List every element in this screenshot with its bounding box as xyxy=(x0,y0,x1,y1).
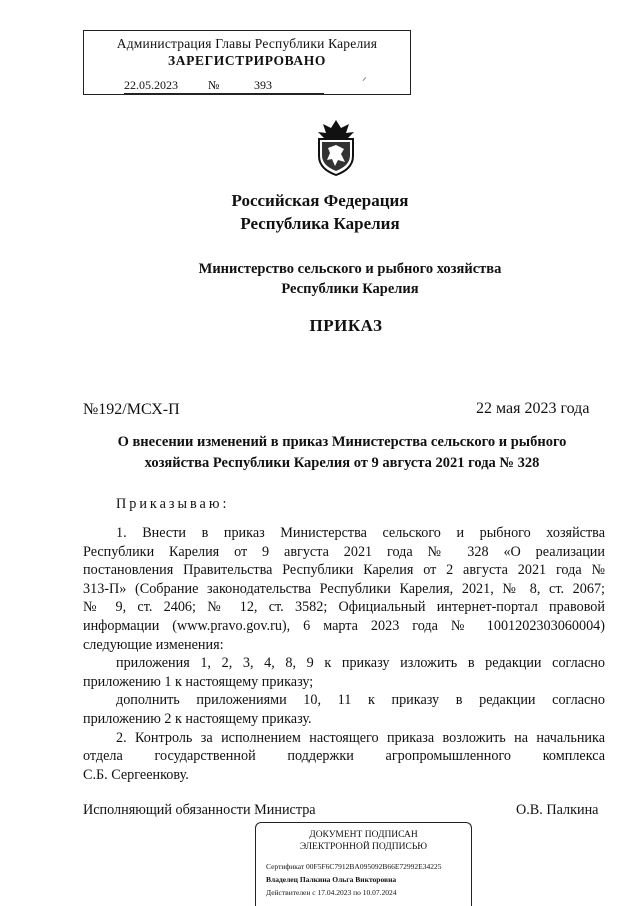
doc-type: ПРИКАЗ xyxy=(309,316,383,335)
p2-line-2: отдела государственной поддержки агропромышленного комплекса xyxy=(83,748,605,765)
p1-line: информации (www.pravo.gov.ru), 6 марта 2023 года № 1001202303060004) xyxy=(83,617,605,634)
e-signature-title-1: ДОКУМЕНТ ПОДПИСАН xyxy=(309,830,418,840)
ministry-line-1: Министерство сельского и рыбного хозяйства xyxy=(198,261,502,277)
stamp-line-1: Администрация Главы Республики Карелия xyxy=(116,36,378,51)
sub2-line-2: приложению 2 к настоящему приказу. xyxy=(83,710,312,727)
signatory-position: Исполняющий обязанности Министра xyxy=(83,802,316,818)
stamp-date-number xyxy=(124,78,324,94)
doc-number: №192/МСХ-П xyxy=(83,401,180,418)
stamp-no-label: № xyxy=(208,78,224,94)
order-word: Приказываю: xyxy=(116,496,230,512)
title-line-1: О внесении изменений в приказ Министерства сельского и рыбного xyxy=(117,434,567,450)
header-republic: Республика Карелия xyxy=(240,214,400,233)
p1-line: постановления Правительства Республики Карелия от 2 августа 2021 года № xyxy=(83,562,605,579)
ministry-line-2: Республики Карелия xyxy=(281,281,419,297)
stamp-line-2: ЗАРЕГИСТРИРОВАНО xyxy=(168,53,326,68)
stamp-date: 22.05.2023 xyxy=(124,78,208,94)
e-signature-validity: Действителен с 17.04.2023 по 10.07.2024 xyxy=(266,888,397,897)
sub2-line-1: дополнить приложениями 10, 11 к приказу в редакции согласно xyxy=(116,692,605,709)
p2-line-3: С.Б. Сергеенкову. xyxy=(83,766,189,783)
signatory-name: О.В. Палкина xyxy=(516,802,599,818)
stamp-number: 393 xyxy=(224,78,324,94)
p1-line: № 9, ст. 2406; № 12, ст. 3582; Официальный интернет-портал правовой xyxy=(83,599,605,616)
p1-last-line: следующие изменения: xyxy=(83,636,224,653)
header-country: Российская Федерация xyxy=(231,191,409,210)
coat-of-arms-icon xyxy=(314,118,358,176)
p1-line: 313-П» (Собрание законодательства Республики Карелия, 2021, № 8, ст. 2067; xyxy=(83,580,605,597)
doc-date: 22 мая 2023 года xyxy=(476,400,590,417)
e-signature-owner: Владелец Палкина Ольга Викторовна xyxy=(266,875,397,884)
paragraph-1 xyxy=(83,524,605,784)
p1-line: Республики Карелия от 9 августа 2021 года № 328 «О реализации xyxy=(83,543,605,560)
sub1-line-1: приложения 1, 2, 3, 4, 8, 9 к приказу изложить в редакции согласно xyxy=(116,655,605,672)
e-signature-stamp xyxy=(255,822,472,906)
e-signature-certificate: Сертификат 00F5F6C7912BA095092B66E72992E34225 xyxy=(266,862,442,871)
stamp-mark-icon: ⸝ xyxy=(362,72,367,83)
title-line-2: хозяйства Республики Карелия от 9 августа 2021 года № 328 xyxy=(144,455,540,471)
sub1-line-2: приложению 1 к настоящему приказу; xyxy=(83,673,314,690)
p2-line-1: 2. Контроль за исполнением настоящего приказа возложить на начальника xyxy=(116,729,605,746)
registration-stamp xyxy=(83,30,411,95)
p1-line: 1. Внести в приказ Министерства сельского и рыбного хозяйства xyxy=(116,525,605,541)
e-signature-title-2: ЭЛЕКТРОННОЙ ПОДПИСЬЮ xyxy=(299,842,428,852)
